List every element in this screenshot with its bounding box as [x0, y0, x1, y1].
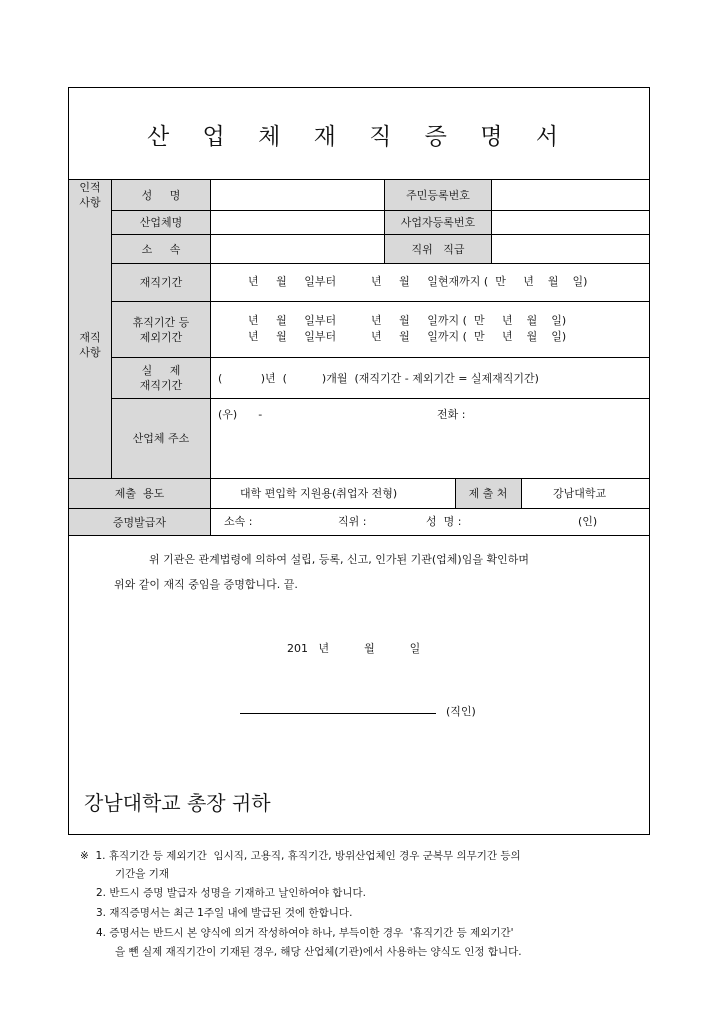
signature-line: [240, 713, 436, 714]
page-title: 산 업 체 재 직 증 명 서: [147, 124, 571, 150]
divider: [68, 535, 650, 536]
employment-info-label: 재직 사항: [79, 331, 101, 359]
note-4-cont: 을 뺀 실제 재직기간이 기재된 경우, 해당 산업체(기관)에서 사용하는 양식도 인정 합니다.: [115, 946, 522, 958]
issuer-seal: (인): [578, 515, 598, 528]
employment-period-value: 년 월 일부터 년 월 일현재까지 ( 만 년 월 일): [248, 275, 588, 288]
submit-to-value: 강남대학교: [553, 487, 607, 500]
employment-period-label: 재직기간: [139, 276, 183, 289]
purpose-value: 대학 편입학 지원용(취업자 전형): [240, 487, 398, 500]
statement-line2: 위와 같이 재직 중임을 증명합니다. 끝.: [114, 578, 298, 591]
leave-period-line1: 년 월 일부터 년 월 일까지 ( 만 년 월 일): [248, 314, 567, 327]
issuer-position: 직위 :: [338, 515, 367, 528]
business-no-label: 사업자등록번호: [400, 216, 476, 229]
leave-period-line2: 년 월 일부터 년 월 일까지 ( 만 년 월 일): [248, 330, 567, 343]
statement-line1: 위 기관은 관계법령에 의하여 설립, 등록, 신고, 인가된 기관(업체)임을 확인하며: [149, 553, 529, 566]
resident-no-label: 주민등록번호: [406, 188, 470, 202]
issuer-dept: 소속 :: [224, 515, 253, 528]
issuer-label: 증명발급자: [112, 515, 167, 529]
note-4: 4. 증명서는 반드시 본 양식에 의거 작성하여야 하나, 부득이한 경우 '휴직기간 등 제외기간': [96, 927, 514, 939]
position-label: 직위 직급: [411, 242, 465, 256]
addressee: 강남대학교 총장 귀하: [84, 791, 271, 815]
divider: [210, 179, 211, 535]
date-line: 201 년 월 일: [287, 642, 421, 655]
submit-to-label: 제 출 처: [468, 487, 508, 500]
address-postal: (우) -: [218, 408, 263, 421]
divider: [521, 478, 522, 508]
company-name-label: 산업체명: [139, 216, 183, 229]
personal-info-label: 인적 사항: [79, 181, 101, 209]
official-seal: (직인): [446, 705, 476, 718]
name-label: 성 명: [141, 188, 181, 202]
purpose-label: 제출 용도: [114, 487, 165, 500]
address-phone: 전화 :: [437, 408, 466, 421]
note-1: ※ 1. 휴직기간 등 제외기간 임시직, 고용직, 휴직기간, 방위산업체인 경우 군복무 의무기간 등의: [80, 850, 521, 862]
company-address-label: 산업체 주소: [132, 432, 190, 445]
actual-period-label: 실 제 재직기간: [139, 364, 183, 392]
department-label: 소 속: [141, 242, 181, 256]
issuer-name: 성 명 :: [426, 515, 462, 528]
divider: [491, 179, 492, 263]
note-3: 3. 재직증명서는 최근 1주일 내에 발급된 것에 한합니다.: [96, 907, 353, 919]
leave-period-label: 휴직기간 등 제외기간: [132, 315, 190, 344]
note-1-cont: 기간을 기재: [115, 868, 170, 880]
note-2: 2. 반드시 증명 발급자 성명을 기재하고 날인하여야 합니다.: [96, 887, 367, 899]
actual-period-value: ( )년 ( )개월 (재직기간 - 제외기간 = 실제재직기간): [218, 372, 539, 385]
